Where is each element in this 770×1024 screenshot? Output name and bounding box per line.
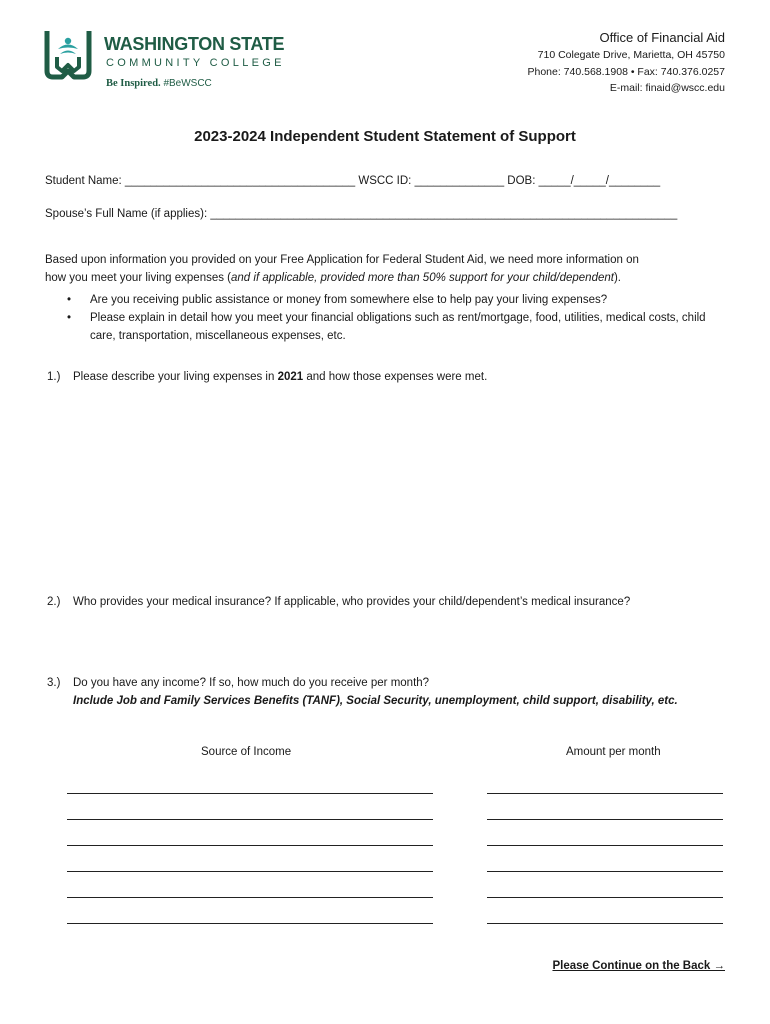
income-source-line[interactable] [67,923,433,924]
college-subtitle: COMMUNITY COLLEGE [106,57,285,69]
income-amount-line[interactable] [487,845,723,846]
question-2 [47,596,630,608]
question-number: 3.) [47,677,61,689]
continue-on-back-note: Please Continue on the Back → [552,960,725,972]
income-source-header: Source of Income [201,746,292,758]
income-amount-line[interactable] [487,897,723,898]
question-1-answer-area[interactable] [45,392,725,582]
intro-paragraph [45,251,725,287]
question-2-answer-area[interactable] [45,616,725,668]
question-2-text: Who provides your medical insurance? If applicable, who provides your child/dependent’s medical insurance? [73,596,631,608]
question-number: 1.) [47,371,61,383]
income-source-line[interactable] [67,897,433,898]
intro-line-2-end: ). [613,272,621,284]
office-phone-fax: Phone: 740.568.1908 • Fax: 740.376.0257 [527,65,725,78]
office-contact-block [527,29,725,97]
income-source-line[interactable] [67,845,433,846]
income-amount-line[interactable] [487,923,723,924]
office-name: Office of Financial Aid [599,30,725,45]
intro-line-2 [45,269,725,287]
instructions-list [45,291,725,345]
intro-line-1: Based upon information you provided on your Free Application for Federal Student Aid, we need more information on [45,254,639,266]
question-1-text-a: Please describe your living expenses in [73,371,278,383]
question-number: 2.) [47,596,61,608]
form-title: 2023-2024 Independent Student Statement of Support [194,128,576,145]
question-3 [47,677,429,689]
spouse-name-line[interactable]: Spouse’s Full Name (if applies): _________________________________________________________________________ [45,208,678,220]
income-amount-line[interactable] [487,871,723,872]
income-source-line[interactable] [67,871,433,872]
student-info-line[interactable]: Student Name: ____________________________________ WSCC ID: ______________ DOB: _____/_____/________ [45,175,661,187]
office-address: 710 Colegate Drive, Marietta, OH 45750 [537,49,725,61]
income-source-line[interactable] [67,793,433,794]
college-tagline [106,78,212,89]
question-1-text-b: and how those expenses were met. [303,371,488,383]
college-name: WASHINGTON STATE [104,34,285,54]
income-amount-header: Amount per month [566,746,661,758]
question-1-year: 2021 [277,371,304,383]
question-3-text: Do you have any income? If so, how much do you receive per month? [73,677,430,689]
question-1 [47,371,487,383]
wscc-logo-icon [44,27,92,81]
office-email: E-mail: finaid@wscc.edu [609,82,725,94]
tagline-bold: Be Inspired. [106,78,161,89]
question-3-note: Include Job and Family Services Benefits (TANF), Social Security, unemployment, child support, disability, etc. [73,695,678,707]
income-amount-line[interactable] [487,793,723,794]
instruction-item: • Are you receiving public assistance or money from somewhere else to help pay your living expenses? [45,291,725,309]
intro-line-2-start: how you meet your living expenses ( [45,272,232,284]
intro-line-2-italic: and if applicable, provided more than 50% support for your child/dependent [231,272,614,284]
instruction-item: • Please explain in detail how you meet your financial obligations such as rent/mortgage, food, utilities, medical costs, child care, transportation, miscellaneous expenses, etc. [45,309,725,345]
income-amount-line[interactable] [487,819,723,820]
tagline-hashtag: #BeWSCC [163,78,212,89]
income-source-line[interactable] [67,819,433,820]
